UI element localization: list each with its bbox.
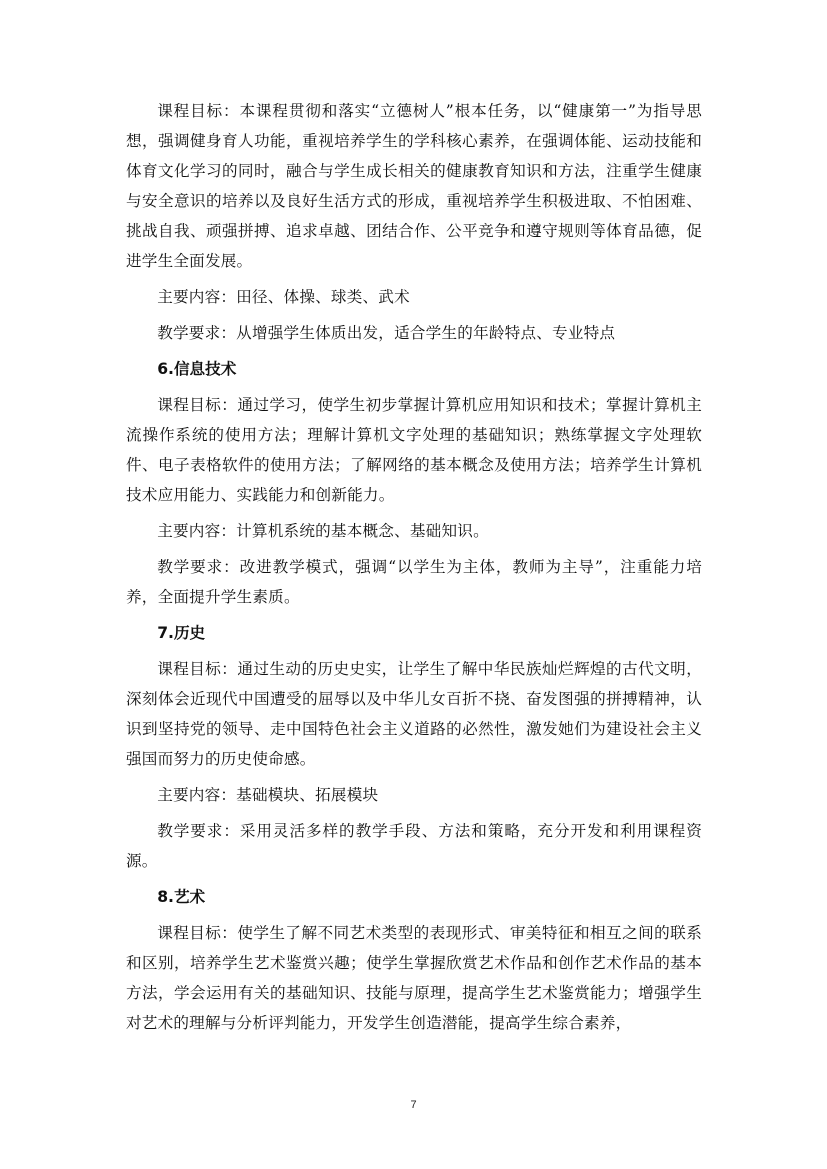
pe-main-content: 主要内容：田径、体操、球类、武术: [157, 288, 410, 306]
history-course-goal: 课程目标：通过生动的历史史实，让学生了解中华民族灿烂辉煌的古代文明，深刻体会近现代中国遭受的屈辱以及中华儿女百折不挠、奋发图强的拼搏精神，认识到坚持党的领导、走中国特色社会主义道路的必然性，激发她们为建设社会主义强国而努力的历史使命感。: [126, 660, 702, 768]
pe-course-goal: 课程目标：本课程贯彻和落实“立德树人”根本任务，以“健康第一”为指导思想，强调健身育人功能，重视培养学生的学科核心素养，在强调体能、运动技能和体育文化学习的同时，融合与学生成长相关的健康教育知识和方法，注重学生健康与安全意识的培养以及良好生活方式的形成，重视培养学生积极进取、不怕困难、挑战自我、顽强拼搏、追求卓越、团结合作、公平竞争和遵守规则等体育品德，促进学生全面发展。: [126, 102, 702, 270]
section-heading-it: 6.信息技术: [157, 360, 237, 378]
page-number: 7: [410, 1099, 417, 1111]
pe-teaching-requirement: 教学要求：从增强学生体质出发，适合学生的年龄特点、专业特点: [157, 324, 616, 342]
page-content: [126, 96, 702, 1044]
it-course-goal: 课程目标：通过学习，使学生初步掌握计算机应用知识和技术；掌握计算机主流操作系统的使用方法；理解计算机文字处理的基础知识；熟练掌握文字处理软件、电子表格软件的使用方法；了解网络的基本概念及使用方法；培养学生计算机技术应用能力、实践能力和创新能力。: [126, 396, 702, 504]
it-main-content: 主要内容：计算机系统的基本概念、基础知识。: [157, 522, 489, 540]
history-teaching-requirement: 教学要求：采用灵活多样的教学手段、方法和策略，充分开发和利用课程资源。: [126, 822, 702, 870]
it-teaching-requirement: 教学要求：改进教学模式，强调“以学生为主体，教师为主导”，注重能力培养，全面提升学生素质。: [126, 558, 702, 606]
history-main-content: 主要内容：基础模块、拓展模块: [157, 786, 379, 804]
section-heading-art: 8.艺术: [157, 888, 206, 906]
art-course-goal: 课程目标：使学生了解不同艺术类型的表现形式、审美特征和相互之间的联系和区别，培养学生艺术鉴赏兴趣；使学生掌握欣赏艺术作品和创作艺术作品的基本方法，学会运用有关的基础知识、技能与原理，提高学生艺术鉴赏能力；增强学生对艺术的理解与分析评判能力，开发学生创造潜能，提高学生综合素养，: [126, 924, 702, 1032]
section-heading-history: 7.历史: [157, 624, 206, 642]
